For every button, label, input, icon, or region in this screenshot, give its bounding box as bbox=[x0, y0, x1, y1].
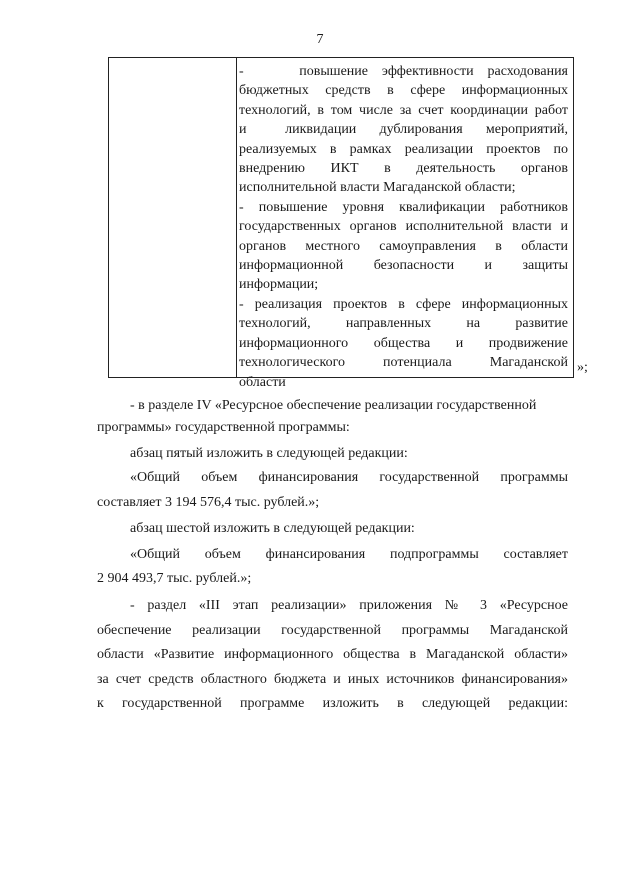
body-line: программы» государственной программы: bbox=[97, 420, 350, 435]
body-line: составляет 3 194 576,4 тыс. рублей.»; bbox=[97, 495, 320, 510]
body-line: обеспечение реализации государственной программы Магаданской bbox=[97, 623, 568, 638]
closing-quote-mark: »; bbox=[577, 360, 588, 375]
page-number: 7 bbox=[316, 32, 324, 47]
cell-line: информационного общества и продвижение bbox=[239, 335, 568, 351]
cell-line: внедрению ИКТ в деятельность органов bbox=[239, 161, 568, 177]
body-line: - раздел «III этап реализации» приложения № 3 «Ресурсное bbox=[130, 598, 568, 613]
cell-line: информационной безопасности и защиты bbox=[239, 258, 568, 274]
body-line: к государственной программе изложить в следующей редакции: bbox=[97, 696, 568, 711]
cell-line: технологического потенциала Магаданской bbox=[239, 355, 568, 371]
cell-line: технологий, направленных на развитие bbox=[239, 316, 568, 332]
cell-line: государственных органов исполнительной власти и bbox=[239, 219, 568, 235]
cell-line: - реализация проектов в сфере информационных bbox=[239, 296, 568, 312]
body-line: за счет средств областного бюджета и иных источников финансирования» bbox=[97, 672, 568, 687]
table-cell-text bbox=[239, 62, 568, 392]
cell-line: исполнительной власти Магаданской области; bbox=[239, 180, 516, 196]
cell-line: - повышение эффективности расходования bbox=[239, 64, 568, 79]
body-line: «Общий объем финансирования подпрограммы составляет bbox=[130, 547, 568, 562]
body-line: области «Развитие информационного общества в Магаданской области» bbox=[97, 647, 568, 662]
body-line: - в разделе IV «Ресурсное обеспечение реализации государственной bbox=[130, 398, 537, 413]
cell-line: - повышение уровня квалификации работников bbox=[239, 199, 568, 215]
body-line: абзац шестой изложить в следующей редакции: bbox=[130, 521, 415, 536]
body-line: «Общий объем финансирования государственной программы bbox=[130, 470, 568, 485]
cell-line: технологий, в том числе за счет координации работ bbox=[239, 102, 568, 118]
cell-line: реализуемых в рамках реализации проектов по bbox=[239, 141, 568, 157]
table-column-divider bbox=[236, 58, 237, 377]
body-line: 2 904 493,7 тыс. рублей.»; bbox=[97, 571, 252, 586]
cell-line: и ликвидации дублирования мероприятий, bbox=[239, 122, 568, 138]
cell-line: органов местного самоуправления в области bbox=[239, 238, 568, 254]
cell-line: области bbox=[239, 374, 286, 390]
body-line: абзац пятый изложить в следующей редакции: bbox=[130, 446, 408, 461]
table-fragment bbox=[108, 57, 574, 390]
cell-line: бюджетных средств в сфере информационных bbox=[239, 83, 568, 99]
cell-line: информации; bbox=[239, 277, 319, 293]
